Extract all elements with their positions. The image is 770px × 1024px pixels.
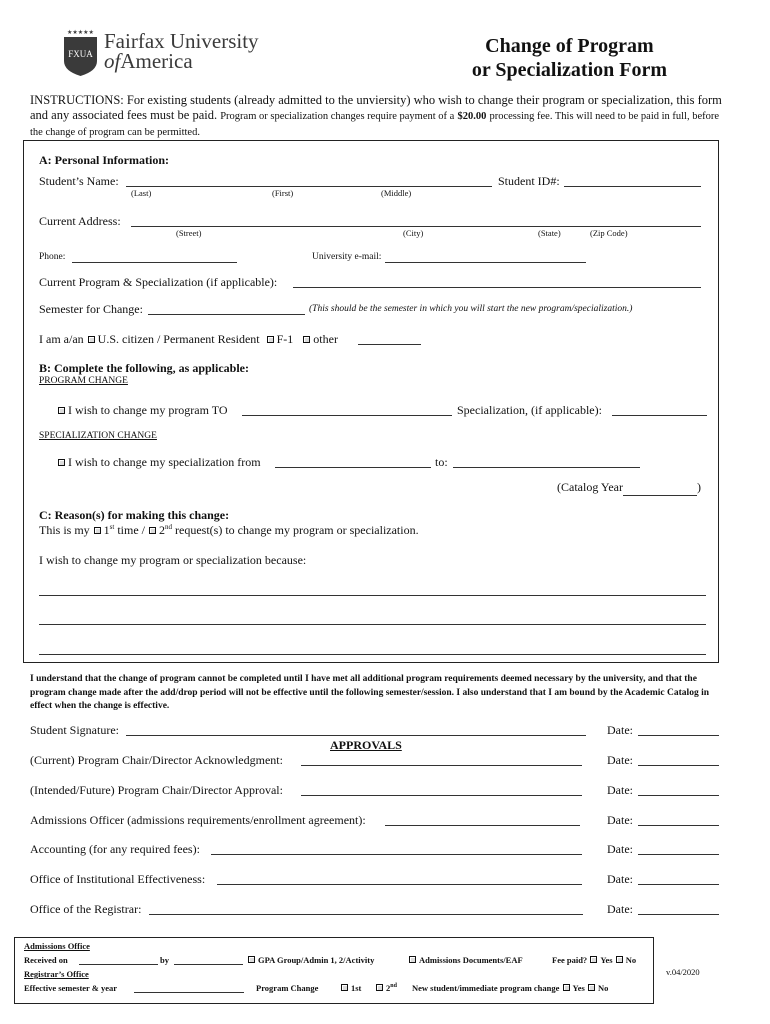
other-checkbox[interactable] (303, 336, 310, 343)
current-chair-label: (Current) Program Chair/Director Acknowledgment: (30, 753, 283, 767)
catalog-close: ) (697, 480, 701, 494)
new-student-yes-label: Yes (572, 983, 585, 993)
us-citizen-label: U.S. citizen / Permanent Resident (97, 332, 260, 346)
email-label: University e-mail: (312, 252, 382, 262)
new-student-no-checkbox[interactable] (588, 984, 595, 991)
accounting-date-label: Date: (607, 842, 633, 856)
gpa-option (247, 955, 374, 965)
us-citizen-checkbox[interactable] (88, 336, 95, 343)
catalog-year-label (557, 480, 701, 496)
first-sup: st (109, 523, 115, 531)
received-by-field[interactable] (174, 964, 243, 965)
second-ordinal: 2 (159, 523, 166, 537)
fee-paid-label: Fee paid? (552, 955, 588, 965)
current-chair-date-label: Date: (607, 753, 633, 767)
registrars-office-heading: Registrar’s Office (24, 969, 89, 979)
student-signature-field[interactable] (126, 735, 586, 736)
city-hint: (City) (403, 228, 424, 238)
intended-chair-field[interactable] (301, 795, 582, 796)
registrar-date-field[interactable] (638, 914, 719, 915)
fee-yes-checkbox[interactable] (590, 956, 597, 963)
registrar-date-label: Date: (607, 902, 633, 916)
section-b-heading: B: Complete the following, as applicable: (39, 361, 249, 375)
address-label: Current Address: (39, 214, 121, 228)
gpa-checkbox[interactable] (248, 956, 255, 963)
admissions-office-heading: Admissions Office (24, 941, 90, 951)
section-a-heading: A: Personal Information: (39, 153, 169, 167)
request-text: request(s) to change my program or specialization. (175, 523, 419, 537)
fee-paid-row (552, 955, 636, 965)
fee-no-label: No (625, 955, 637, 965)
university-name: Fairfax University ofAmerica (104, 29, 259, 73)
first-request-checkbox[interactable] (94, 527, 101, 534)
accounting-date-field[interactable] (638, 854, 719, 855)
fee-no-checkbox[interactable] (616, 956, 623, 963)
registrar-field[interactable] (149, 914, 583, 915)
student-id-label: Student ID#: (498, 174, 560, 188)
intended-chair-date-field[interactable] (638, 795, 719, 796)
address-field[interactable] (131, 226, 701, 227)
current-chair-field[interactable] (301, 765, 582, 766)
student-id-field[interactable] (564, 186, 701, 187)
crest-text: FXUA (68, 49, 93, 59)
first-change-checkbox[interactable] (341, 984, 348, 991)
reason-line-1[interactable] (39, 595, 706, 596)
second-change-option (375, 983, 397, 993)
catalog-year-text: (Catalog Year (557, 480, 623, 494)
specialization-applicable-label: Specialization, (if applicable): (457, 403, 602, 417)
spec-to-field[interactable] (453, 467, 640, 468)
acknowledgment-text: I understand that the change of program cannot be completed until I have met all additional program requirements deemed necessary by the university, and that the program change made after the add/drop period will not be effective until the following semester/session. I also understand that I am bound by the Academic Catalog in effect when the change is effective. (30, 674, 709, 711)
program-change-heading: PROGRAM CHANGE (39, 376, 128, 386)
institutional-field[interactable] (217, 884, 582, 885)
effective-semester-field[interactable] (134, 992, 244, 993)
second-sup: nd (165, 523, 173, 531)
specialization-change-heading: SPECIALIZATION CHANGE (39, 431, 157, 441)
phone-field[interactable] (72, 262, 237, 263)
middle-hint: (Middle) (381, 188, 412, 198)
state-hint: (State) (538, 228, 561, 238)
university-crest-logo (63, 29, 98, 77)
program-change-label: Program Change (256, 983, 319, 993)
student-date-field[interactable] (638, 735, 719, 736)
spec-change-checkbox[interactable] (58, 459, 65, 466)
first-change-option (340, 983, 361, 993)
second-request-checkbox[interactable] (149, 527, 156, 534)
admissions-officer-label: Admissions Officer (admissions requirements/enrollment agreement): (30, 813, 366, 827)
first-ordinal: 1 (103, 523, 110, 537)
spec-from-field[interactable] (275, 467, 431, 468)
section-c-heading: C: Reason(s) for making this change: (39, 508, 230, 522)
instructions: INSTRUCTIONS: For existing students (already admitted to the unviersity) who wish to change their program or specialization, this form and any associated fees must be paid. Program or specialization changes require payment of a $20.00 processing fee. This will need to be paid in full, before the change of program can be permitted. (30, 93, 722, 138)
student-name-field[interactable] (126, 186, 492, 187)
second-change-num: 2 (386, 983, 391, 993)
request-count-row (39, 523, 419, 538)
because-label: I wish to change my program or specialization because: (39, 553, 307, 567)
reason-line-3[interactable] (39, 654, 706, 655)
intended-chair-label: (Intended/Future) Program Chair/Director Approval: (30, 783, 283, 797)
semester-field[interactable] (148, 314, 305, 315)
admissions-date-label: Date: (607, 813, 633, 827)
email-field[interactable] (385, 262, 586, 263)
last-hint: (Last) (131, 188, 152, 198)
student-date-label: Date: (607, 723, 633, 737)
fee-yes-label: Yes (600, 955, 613, 965)
other-field[interactable] (358, 344, 421, 345)
this-is-my-text: This is my (39, 523, 90, 537)
zip-hint: (Zip Code) (590, 228, 628, 238)
street-hint: (Street) (176, 228, 202, 238)
svg-text:★★★★★: ★★★★★ (67, 29, 94, 36)
admissions-officer-field[interactable] (385, 825, 580, 826)
office-use-box (14, 937, 654, 1004)
version-label: v.04/2020 (666, 967, 700, 977)
semester-note: (This should be the semester in which you will start the new program/specialization.) (309, 304, 633, 314)
student-signature-label: Student Signature: (30, 723, 119, 737)
reason-line-2[interactable] (39, 624, 706, 625)
admissions-docs-label: Admissions Documents/EAF (419, 955, 523, 965)
admissions-docs-option (408, 955, 523, 965)
form-main-box (23, 140, 719, 663)
current-program-label: Current Program & Specialization (if applicable): (39, 275, 278, 289)
new-student-no-label: No (597, 983, 609, 993)
iam-label: I am a/an (39, 332, 84, 346)
form-title: Change of Program or Specialization Form (471, 35, 667, 81)
student-name-label: Student’s Name: (39, 174, 119, 188)
program-change-checkbox[interactable] (58, 407, 65, 414)
by-label: by (160, 955, 169, 965)
new-student-label: New student/immediate program change (412, 983, 560, 993)
second-change-checkbox[interactable] (376, 984, 383, 991)
admissions-date-field[interactable] (638, 825, 719, 826)
new-student-row (412, 983, 608, 993)
admissions-docs-checkbox[interactable] (409, 956, 416, 963)
registrar-label: Office of the Registrar: (30, 902, 142, 916)
intended-chair-date-label: Date: (607, 783, 633, 797)
f1-label: F-1 (276, 332, 294, 346)
citizenship-row (39, 332, 338, 347)
new-program-field[interactable] (242, 415, 452, 416)
other-label: other (313, 332, 338, 346)
accounting-label: Accounting (for any required fees): (30, 842, 200, 856)
new-specialization-field[interactable] (612, 415, 707, 416)
catalog-year-field[interactable] (623, 480, 697, 496)
second-change-sup: nd (390, 983, 397, 990)
institutional-label: Office of Institutional Effectiveness: (30, 872, 206, 886)
time-sep: time / (117, 523, 146, 537)
institutional-date-field[interactable] (638, 884, 719, 885)
effective-semester-label: Effective semester & year (24, 983, 118, 993)
new-student-yes-checkbox[interactable] (563, 984, 570, 991)
institutional-date-label: Date: (607, 872, 633, 886)
semester-label: Semester for Change: (39, 302, 143, 316)
received-on-label: Received on (24, 955, 68, 965)
current-chair-date-field[interactable] (638, 765, 719, 766)
first-hint: (First) (272, 188, 294, 198)
f1-checkbox[interactable] (267, 336, 274, 343)
phone-label: Phone: (39, 252, 66, 262)
spec-change-row (57, 455, 261, 470)
program-change-row (57, 403, 228, 418)
first-change-label: 1st (351, 983, 362, 993)
spec-change-text: I wish to change my specialization from (68, 455, 261, 469)
current-program-field[interactable] (293, 287, 701, 288)
approvals-heading: APPROVALS (330, 738, 402, 752)
received-on-field[interactable] (79, 964, 158, 965)
to-label: to: (435, 455, 448, 469)
gpa-label: GPA Group/Admin 1, 2/Activity (258, 955, 375, 965)
program-change-text: I wish to change my program TO (68, 403, 228, 417)
accounting-field[interactable] (211, 854, 582, 855)
